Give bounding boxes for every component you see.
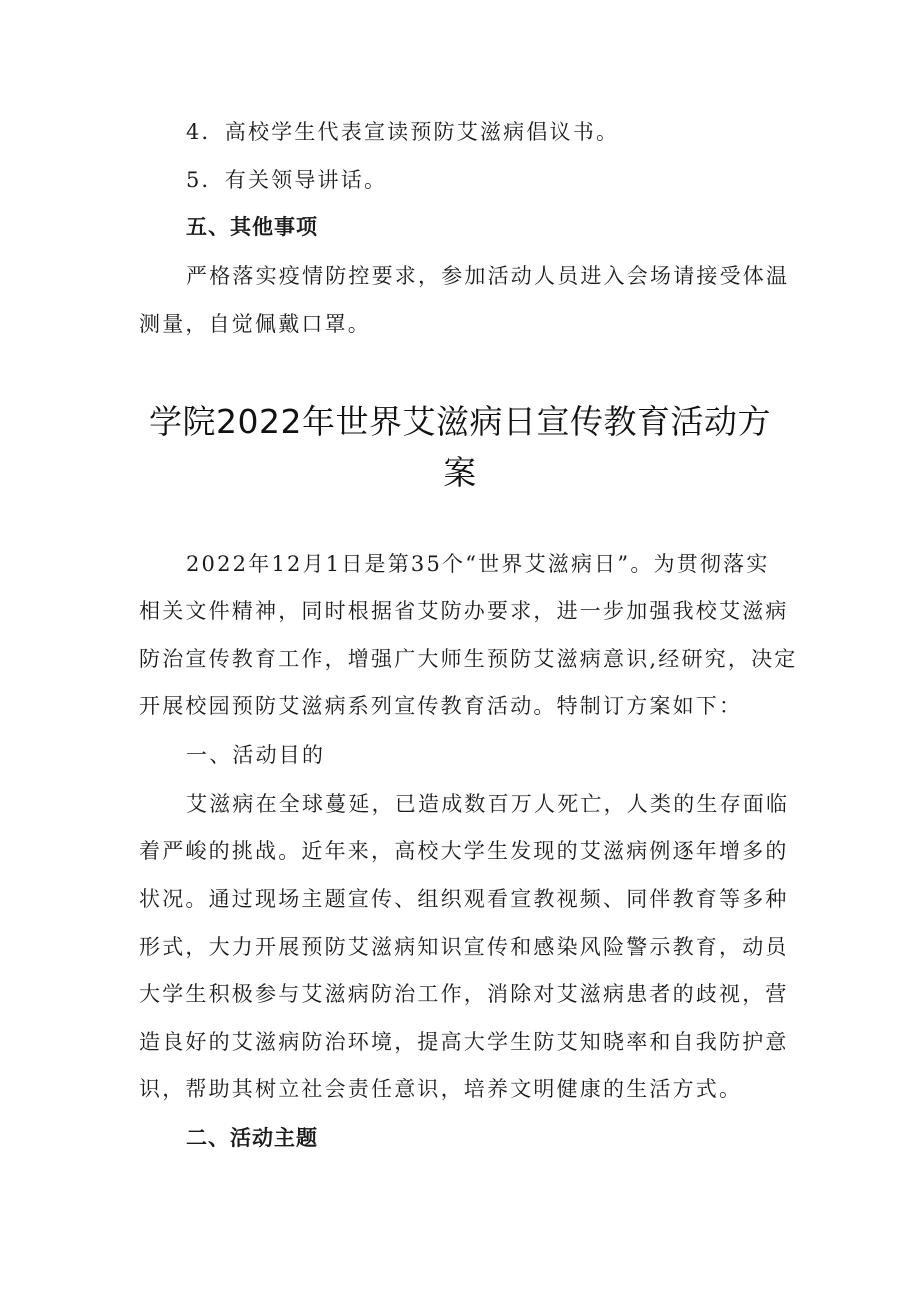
section-heading-other-matters: 五、其他事项 [186,215,318,239]
intro-line: 相关文件精神，同时根据省艾防办要求，进一步加强我校艾滋病 [139,599,789,623]
paragraph-line: 测量，自觉佩戴口罩。 [139,312,371,336]
paragraph-line: 形式，大力开展预防艾滋病知识宣传和感染风险警示教育，动员 [139,935,789,959]
paragraph-line: 着严峻的挑战。近年来，高校大学生发现的艾滋病例逐年增多的 [139,839,789,863]
paragraph-line: 大学生积极参与艾滋病防治工作，消除对艾滋病患者的歧视，营 [139,982,789,1006]
paragraph-line: 艾滋病在全球蔓延，已造成数百万人死亡，人类的生存面临 [186,792,790,816]
document-title-line-1: 学院2022年世界艾滋病日宣传教育活动方 [149,402,771,441]
paragraph-line: 严格落实疫情防控要求，参加活动人员进入会场请接受体温 [186,264,790,288]
intro-line: 开展校园预防艾滋病系列宣传教育活动。特制订方案如下： [139,694,743,718]
list-item-4: 4．高校学生代表宣读预防艾滋病倡议书。 [186,120,620,144]
list-item-5: 5．有关领导讲话。 [186,168,388,192]
section-heading-activity-theme: 二、活动主题 [186,1126,318,1150]
paragraph-line: 状况。通过现场主题宣传、组织观看宣教视频、同伴教育等多种 [139,887,789,911]
document-title-line-2: 案 [443,453,477,492]
intro-line: 防治宣传教育工作，增强广大师生预防艾滋病意识,经研究，决定 [139,647,798,671]
paragraph-line: 造良好的艾滋病防治环境，提高大学生防艾知晓率和自我防护意 [139,1030,789,1054]
section-heading-activity-purpose: 一、活动目的 [186,743,326,767]
intro-line: 2022年12月1日是第35个“世界艾滋病日”。为贯彻落实 [186,552,770,576]
paragraph-line: 识，帮助其树立社会责任意识，培养文明健康的生活方式。 [139,1077,743,1101]
